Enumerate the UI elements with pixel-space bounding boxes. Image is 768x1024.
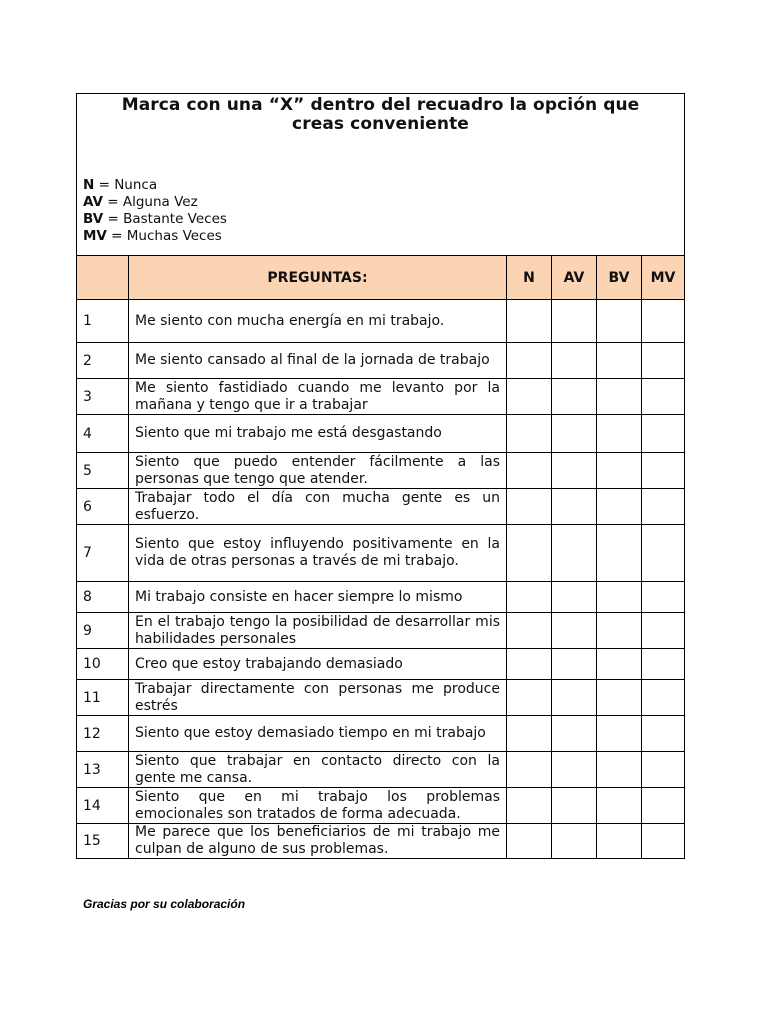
answer-box-n[interactable] xyxy=(507,343,552,379)
answer-box-av[interactable] xyxy=(552,489,597,525)
answer-box-mv[interactable] xyxy=(642,788,685,824)
question-text: Siento que estoy demasiado tiempo en mi trabajo xyxy=(129,716,507,752)
answer-box-mv[interactable] xyxy=(642,752,685,788)
question-text: Me siento fastidiado cuando me levanto por la mañana y tengo que ir a trabajar xyxy=(129,379,507,415)
question-text: Siento que estoy influyendo positivamente en la vida de otras personas a través de mi trabajo. xyxy=(129,525,507,582)
question-number: 7 xyxy=(77,525,129,582)
legend-code: N xyxy=(83,177,95,193)
question-text: Mi trabajo consiste en hacer siempre lo mismo xyxy=(129,582,507,613)
question-text: Creo que estoy trabajando demasiado xyxy=(129,649,507,680)
answer-box-mv[interactable] xyxy=(642,343,685,379)
answer-box-bv[interactable] xyxy=(597,752,642,788)
question-number: 11 xyxy=(77,680,129,716)
survey-table xyxy=(76,93,685,859)
answer-box-bv[interactable] xyxy=(597,300,642,343)
question-number: 12 xyxy=(77,716,129,752)
legend-text: = Nunca xyxy=(94,177,158,193)
answer-box-n[interactable] xyxy=(507,489,552,525)
answer-box-av[interactable] xyxy=(552,300,597,343)
instruction-title: Marca con una “X” dentro del recuadro la opción que creas conveniente xyxy=(121,95,640,134)
question-text: Trabajar directamente con personas me produce estrés xyxy=(129,680,507,716)
question-number: 4 xyxy=(77,415,129,453)
answer-box-av[interactable] xyxy=(552,525,597,582)
legend xyxy=(77,177,684,245)
answer-box-n[interactable] xyxy=(507,453,552,489)
answer-box-av[interactable] xyxy=(552,680,597,716)
answer-box-n[interactable] xyxy=(507,613,552,649)
answer-box-n[interactable] xyxy=(507,300,552,343)
answer-box-mv[interactable] xyxy=(642,824,685,859)
answer-box-n[interactable] xyxy=(507,824,552,859)
question-number: 13 xyxy=(77,752,129,788)
question-text: Trabajar todo el día con mucha gente es un esfuerzo. xyxy=(129,489,507,525)
question-number: 8 xyxy=(77,582,129,613)
question-number: 15 xyxy=(77,824,129,859)
question-text: Me siento con mucha energía en mi trabajo. xyxy=(129,300,507,343)
answer-box-bv[interactable] xyxy=(597,716,642,752)
answer-box-mv[interactable] xyxy=(642,300,685,343)
legend-code: MV xyxy=(83,228,107,244)
answer-box-n[interactable] xyxy=(507,716,552,752)
question-row xyxy=(77,415,685,453)
question-row xyxy=(77,525,685,582)
question-row xyxy=(77,649,685,680)
answer-box-n[interactable] xyxy=(507,649,552,680)
answer-box-av[interactable] xyxy=(552,788,597,824)
question-number: 1 xyxy=(77,300,129,343)
question-row xyxy=(77,582,685,613)
answer-box-mv[interactable] xyxy=(642,582,685,613)
answer-box-n[interactable] xyxy=(507,525,552,582)
answer-box-mv[interactable] xyxy=(642,716,685,752)
mv-column-header: MV xyxy=(642,256,685,300)
question-row xyxy=(77,453,685,489)
question-number: 5 xyxy=(77,453,129,489)
answer-box-bv[interactable] xyxy=(597,415,642,453)
answer-box-mv[interactable] xyxy=(642,525,685,582)
question-row xyxy=(77,613,685,649)
question-row xyxy=(77,300,685,343)
answer-box-mv[interactable] xyxy=(642,680,685,716)
question-number: 6 xyxy=(77,489,129,525)
answer-box-av[interactable] xyxy=(552,824,597,859)
question-number: 2 xyxy=(77,343,129,379)
legend-item xyxy=(83,177,684,194)
question-text: Me parece que los beneficiarios de mi trabajo me culpan de alguno de sus problemas. xyxy=(129,824,507,859)
legend-text: = Bastante Veces xyxy=(103,211,227,227)
answer-box-bv[interactable] xyxy=(597,582,642,613)
n-column-header: N xyxy=(507,256,552,300)
answer-box-n[interactable] xyxy=(507,788,552,824)
answer-box-mv[interactable] xyxy=(642,613,685,649)
answer-box-av[interactable] xyxy=(552,343,597,379)
answer-box-av[interactable] xyxy=(552,649,597,680)
answer-box-av[interactable] xyxy=(552,613,597,649)
legend-text: = Alguna Vez xyxy=(102,194,198,210)
av-column-header: AV xyxy=(552,256,597,300)
answer-box-bv[interactable] xyxy=(597,613,642,649)
question-row xyxy=(77,680,685,716)
answer-box-bv[interactable] xyxy=(597,680,642,716)
answer-box-bv[interactable] xyxy=(597,343,642,379)
question-text: Siento que trabajar en contacto directo con la gente me cansa. xyxy=(129,752,507,788)
answer-box-av[interactable] xyxy=(552,379,597,415)
question-number: 10 xyxy=(77,649,129,680)
answer-box-mv[interactable] xyxy=(642,453,685,489)
answer-box-bv[interactable] xyxy=(597,525,642,582)
answer-box-n[interactable] xyxy=(507,582,552,613)
question-row xyxy=(77,379,685,415)
bv-column-header: BV xyxy=(597,256,642,300)
answer-box-av[interactable] xyxy=(552,415,597,453)
question-text: En el trabajo tengo la posibilidad de desarrollar mis habilidades personales xyxy=(129,613,507,649)
question-row xyxy=(77,489,685,525)
answer-box-n[interactable] xyxy=(507,379,552,415)
legend-code: AV xyxy=(83,194,103,210)
answer-box-mv[interactable] xyxy=(642,489,685,525)
legend-code: BV xyxy=(83,211,104,227)
question-row xyxy=(77,752,685,788)
answer-box-n[interactable] xyxy=(507,752,552,788)
answer-box-mv[interactable] xyxy=(642,379,685,415)
questions-body xyxy=(77,300,685,859)
question-number: 9 xyxy=(77,613,129,649)
answer-box-av[interactable] xyxy=(552,582,597,613)
answer-box-bv[interactable] xyxy=(597,824,642,859)
question-text: Siento que mi trabajo me está desgastando xyxy=(129,415,507,453)
legend-item xyxy=(83,194,684,211)
answer-box-av[interactable] xyxy=(552,752,597,788)
answer-box-bv[interactable] xyxy=(597,788,642,824)
instructions-cell xyxy=(77,94,685,256)
thanks-note: Gracias por su colaboración xyxy=(83,897,246,911)
answer-box-mv[interactable] xyxy=(642,415,685,453)
question-row xyxy=(77,716,685,752)
answer-box-av[interactable] xyxy=(552,453,597,489)
question-text: Siento que en mi trabajo los problemas emocionales son tratados de forma adecuada. xyxy=(129,788,507,824)
number-column-header xyxy=(77,256,129,300)
question-text: Siento que puedo entender fácilmente a las personas que tengo que atender. xyxy=(129,453,507,489)
question-row xyxy=(77,788,685,824)
answer-box-av[interactable] xyxy=(552,716,597,752)
answer-box-mv[interactable] xyxy=(642,649,685,680)
legend-item xyxy=(83,228,684,245)
question-text: Me siento cansado al final de la jornada de trabajo xyxy=(129,343,507,379)
answer-box-n[interactable] xyxy=(507,415,552,453)
legend-item xyxy=(83,211,684,228)
answer-box-bv[interactable] xyxy=(597,489,642,525)
question-number: 14 xyxy=(77,788,129,824)
answer-box-bv[interactable] xyxy=(597,453,642,489)
question-row xyxy=(77,343,685,379)
answer-box-n[interactable] xyxy=(507,680,552,716)
question-number: 3 xyxy=(77,379,129,415)
legend-text: = Muchas Veces xyxy=(106,228,222,244)
answer-box-bv[interactable] xyxy=(597,649,642,680)
answer-box-bv[interactable] xyxy=(597,379,642,415)
question-row xyxy=(77,824,685,859)
questions-column-header: PREGUNTAS: xyxy=(129,256,507,300)
